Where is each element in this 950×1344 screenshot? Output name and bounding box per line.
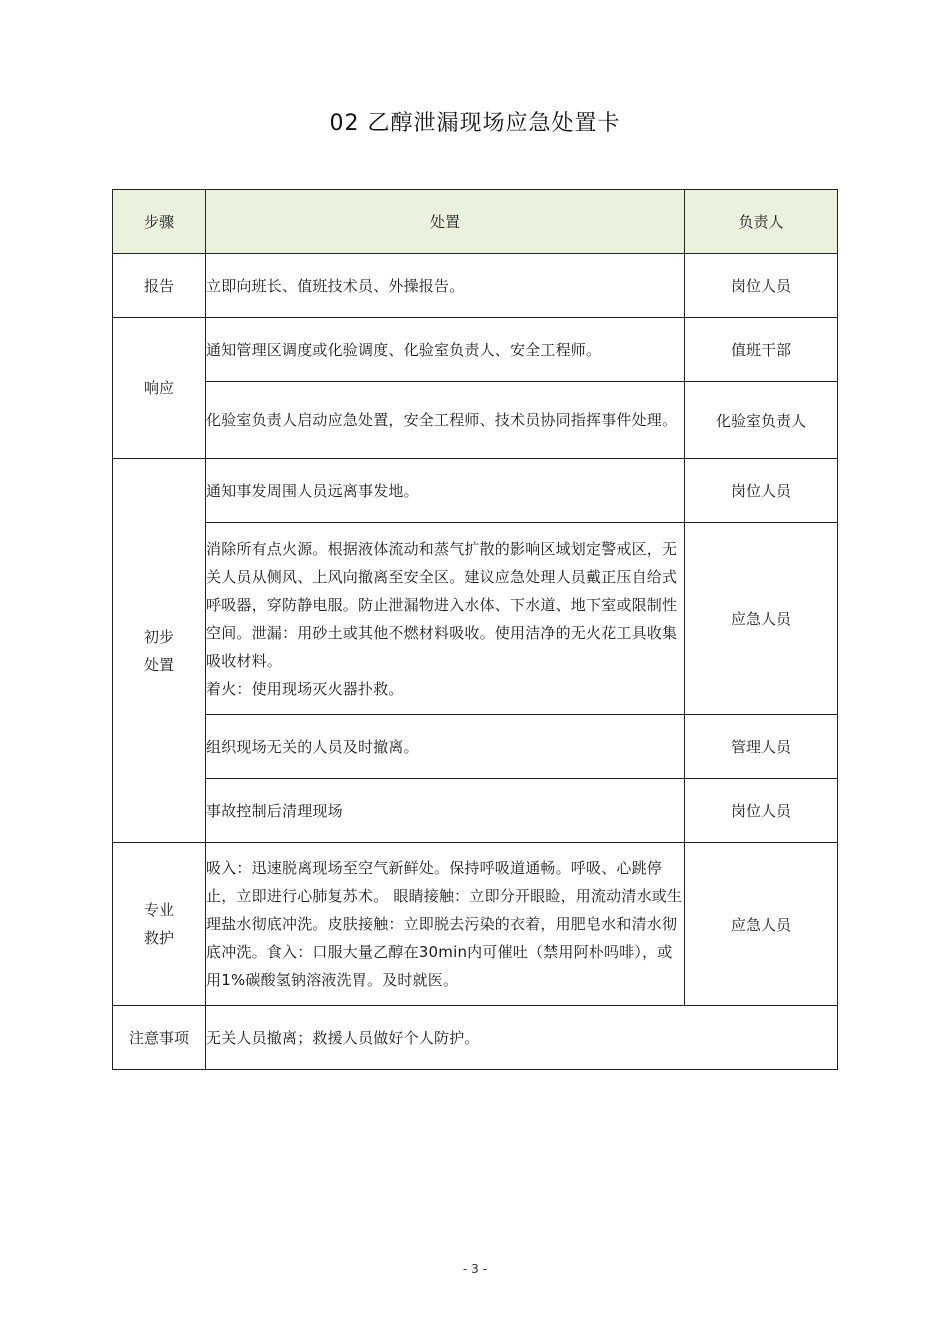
table-row: [113, 254, 838, 318]
action-cell: 组织现场无关的人员及时撤离。: [206, 715, 685, 779]
table-header: [113, 190, 838, 254]
action-cell: 吸入：迅速脱离现场至空气新鲜处。保持呼吸道通畅。呼吸、心跳停止，立即进行心肺复苏术。 眼睛接触：立即分开眼睑，用流动清水或生理盐水彻底冲洗。皮肤接触：立即脱去污染的衣着，用肥皂水和清水彻底冲洗。食入：口服大量乙醇在30min内可催吐（禁用阿朴吗啡），或用1%碳酸氢钠溶液洗胃。及时就医。: [206, 843, 685, 1006]
owner-cell: 管理人员: [685, 715, 838, 779]
step-cell-professional-rescue: 专业 救护: [113, 843, 206, 1006]
table-row: [113, 382, 838, 459]
step-cell-response: 响应: [113, 318, 206, 459]
action-cell: 通知管理区调度或化验调度、化验室负责人、安全工程师。: [206, 318, 685, 382]
header-action: 处置: [206, 190, 685, 254]
step-cell-notes: 注意事项: [113, 1006, 206, 1070]
header-step: 步骤: [113, 190, 206, 254]
table-row: [113, 843, 838, 1006]
action-cell: 通知事发周围人员远离事发地。: [206, 459, 685, 523]
page-number: - 3 -: [463, 1262, 487, 1276]
owner-cell: 应急人员: [685, 523, 838, 715]
table-row: [113, 459, 838, 523]
table-row: [113, 1006, 838, 1070]
owner-cell: 化验室负责人: [685, 382, 838, 459]
header-row: [113, 190, 838, 254]
owner-cell: 应急人员: [685, 843, 838, 1006]
header-owner: 负责人: [685, 190, 838, 254]
table-row: [113, 715, 838, 779]
action-cell: 消除所有点火源。根据液体流动和蒸气扩散的影响区域划定警戒区，无关人员从侧风、上风向撤离至安全区。建议应急处理人员戴正压自给式呼吸器，穿防静电服。防止泄漏物进入水体、下水道、地下室或限制性空间。泄漏：用砂土或其他不燃材料吸收。使用洁净的无火花工具收集吸收材料。 着火：使用现场灭火器扑救。: [206, 523, 685, 715]
step-cell-report: 报告: [113, 254, 206, 318]
action-cell: 立即向班长、值班技术员、外操报告。: [206, 254, 685, 318]
owner-cell: 岗位人员: [685, 254, 838, 318]
emergency-procedure-table: [112, 189, 838, 1070]
owner-cell: 值班干部: [685, 318, 838, 382]
action-cell: 无关人员撤离；救援人员做好个人防护。: [206, 1006, 838, 1070]
table-row: [113, 318, 838, 382]
action-cell: 事故控制后清理现场: [206, 779, 685, 843]
table-row: [113, 779, 838, 843]
table-row: [113, 523, 838, 715]
owner-cell: 岗位人员: [685, 459, 838, 523]
action-cell: 化验室负责人启动应急处置，安全工程师、技术员协同指挥事件处理。: [206, 382, 685, 459]
page-title: 02 乙醇泄漏现场应急处置卡: [329, 111, 621, 136]
owner-cell: 岗位人员: [685, 779, 838, 843]
step-cell-initial-handling: 初步 处置: [113, 459, 206, 843]
